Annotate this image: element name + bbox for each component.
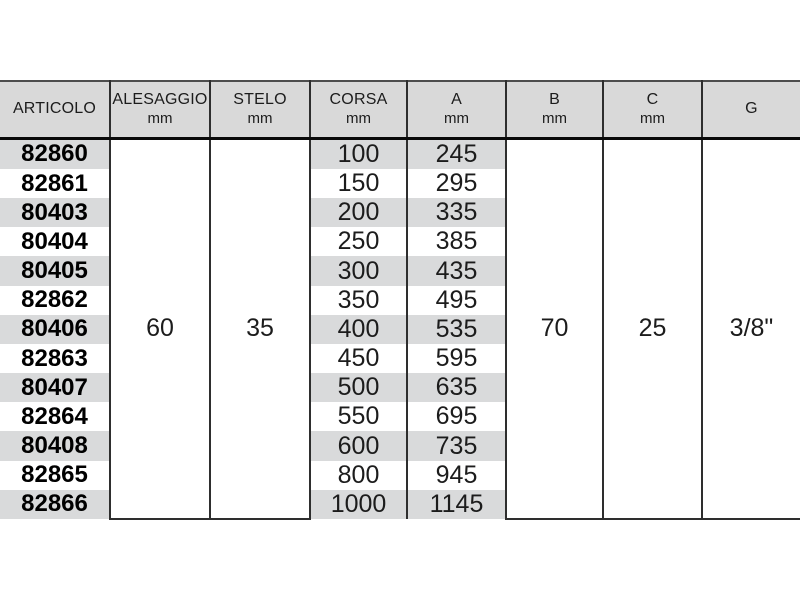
cell-corsa: 150: [310, 169, 407, 198]
cell-a: 385: [407, 227, 506, 256]
cell-corsa: 300: [310, 256, 407, 285]
table-header: [0, 81, 800, 138]
merged-cell-stelo: 35: [210, 138, 310, 519]
cell-articolo: 82864: [0, 402, 110, 431]
cell-corsa: 400: [310, 315, 407, 344]
cell-corsa: 800: [310, 461, 407, 490]
cell-a: 335: [407, 198, 506, 227]
col-header-label: C: [646, 91, 659, 109]
product-spec-table: [0, 80, 800, 520]
cell-articolo: 80405: [0, 256, 110, 285]
col-header-articolo: [0, 81, 110, 138]
cell-corsa: 550: [310, 402, 407, 431]
cell-a: 435: [407, 256, 506, 285]
merged-cell-alesaggio: 60: [110, 138, 210, 519]
cell-corsa: 450: [310, 344, 407, 373]
cell-corsa: 600: [310, 431, 407, 460]
cell-a: 695: [407, 402, 506, 431]
col-header-label: B: [549, 91, 560, 109]
cell-articolo: 82863: [0, 344, 110, 373]
cell-a: 1145: [407, 490, 506, 519]
cell-articolo: 82865: [0, 461, 110, 490]
header-row: [0, 81, 800, 138]
cell-corsa: 500: [310, 373, 407, 402]
col-header-label: ALESAGGIO: [112, 91, 208, 109]
col-header-g: [702, 81, 800, 138]
col-header-label: ARTICOLO: [12, 100, 97, 118]
table-row: [0, 138, 800, 169]
cell-a: 735: [407, 431, 506, 460]
table-body: [0, 138, 800, 519]
col-header-unit: mm: [346, 110, 371, 128]
col-header-label: G: [745, 100, 758, 118]
col-header-a: [407, 81, 506, 138]
col-header-corsa: [310, 81, 407, 138]
cell-a: 295: [407, 169, 506, 198]
cell-a: 495: [407, 286, 506, 315]
col-header-unit: mm: [542, 110, 567, 128]
col-header-label: A: [451, 91, 462, 109]
col-header-unit: mm: [444, 110, 469, 128]
cell-a: 535: [407, 315, 506, 344]
cell-articolo: 80403: [0, 198, 110, 227]
col-header-unit: mm: [247, 110, 273, 128]
merged-cell-c: 25: [603, 138, 702, 519]
cell-articolo: 82861: [0, 169, 110, 198]
cell-corsa: 250: [310, 227, 407, 256]
col-header-label: CORSA: [329, 91, 388, 109]
col-header-c: [603, 81, 702, 138]
col-header-b: [506, 81, 603, 138]
cell-a: 595: [407, 344, 506, 373]
cell-corsa: 350: [310, 286, 407, 315]
cell-articolo: 80408: [0, 431, 110, 460]
cell-articolo: 82862: [0, 286, 110, 315]
col-header-alesaggio: [110, 81, 210, 138]
cell-articolo: 80407: [0, 373, 110, 402]
col-header-label: STELO: [233, 91, 287, 109]
col-header-unit: mm: [640, 110, 665, 128]
cell-a: 945: [407, 461, 506, 490]
cell-corsa: 200: [310, 198, 407, 227]
col-header-unit: mm: [147, 110, 173, 128]
cell-articolo: 82860: [0, 138, 110, 169]
cell-articolo: 82866: [0, 490, 110, 519]
cell-corsa: 1000: [310, 490, 407, 519]
merged-cell-b: 70: [506, 138, 603, 519]
cell-articolo: 80404: [0, 227, 110, 256]
cell-corsa: 100: [310, 138, 407, 169]
cell-articolo: 80406: [0, 315, 110, 344]
cell-a: 635: [407, 373, 506, 402]
merged-cell-g: 3/8": [702, 138, 800, 519]
cell-a: 245: [407, 138, 506, 169]
col-header-stelo: [210, 81, 310, 138]
